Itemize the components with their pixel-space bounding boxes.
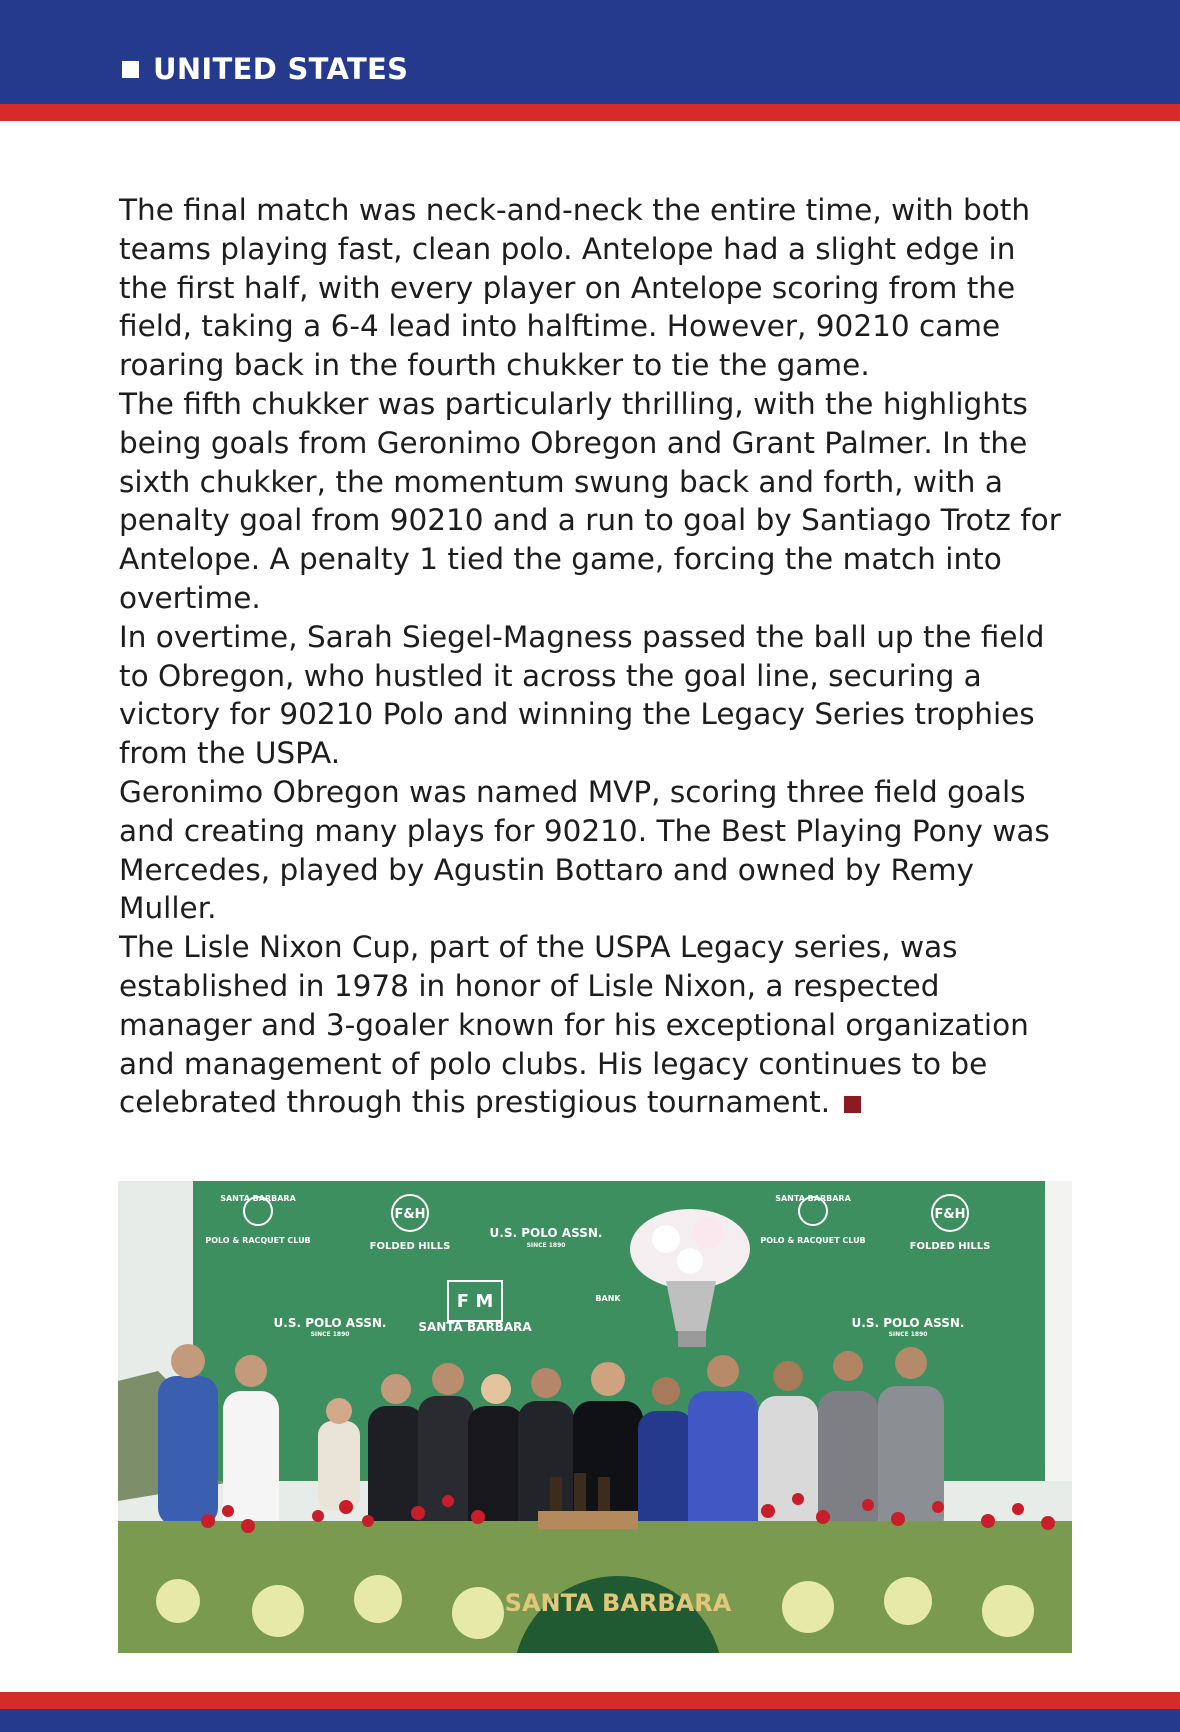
backdrop-logo-text: SINCE 1890 [526, 1242, 566, 1249]
section-label-text: UNITED STATES [153, 52, 409, 86]
backdrop-logo-text: U.S. POLO ASSN. [489, 1226, 603, 1240]
club-sign-text: SANTA BARBARA [504, 1589, 732, 1617]
backdrop-logo-text: POLO & RACQUET CLUB [205, 1236, 311, 1245]
backdrop-logo-text: SANTA BARBARA [220, 1194, 296, 1203]
article-paragraph: The fifth chukker was particularly thrilling, with the highlights being goals from Geronimo Obregon and Grant Palmer. In the sixth chukker, the momentum swung back and forth, with a penalty goal from 90210 and a run to goal by Santiago Trotz for Antelope. A penalty 1 tied the game, forcing the match into overtime. [119, 386, 1061, 615]
section-label [122, 50, 408, 88]
article-paragraph-text: The Lisle Nixon Cup, part of the USPA Legacy series, was established in 1978 in honor of Lisle Nixon, a respected manager and 3-goaler known for his exceptional organization and management of polo clubs. His legacy continues to be celebrated through this prestigious tournament. [119, 930, 1029, 1120]
celebration-photo [118, 1181, 1072, 1653]
backdrop-logo-text: SINCE 1890 [310, 1331, 350, 1338]
article-paragraph: In overtime, Sarah Siegel-Magness passed the ball up the field to Obregon, who hustled it across the goal line, securing a victory for 90210 Polo and winning the Legacy Series trophies from the USPA. [119, 619, 1045, 771]
header-red-stripe [0, 104, 1180, 121]
article-paragraph [119, 928, 1069, 1122]
footer-band [0, 1709, 1180, 1732]
svg-text:F&H: F&H [394, 1207, 426, 1222]
article-body [119, 191, 1069, 1122]
article-paragraph: Geronimo Obregon was named MVP, scoring three field goals and creating many plays for 90210. The Best Playing Pony was Mercedes, played by Agustin Bottaro and owned by Remy Muller. [119, 774, 1050, 926]
backdrop-logo-text: U.S. POLO ASSN. [851, 1316, 965, 1330]
backdrop-logo-text: POLO & RACQUET CLUB [760, 1236, 866, 1245]
svg-text:F&H: F&H [934, 1207, 966, 1222]
backdrop-logo-text: SANTA BARBARA [418, 1320, 532, 1334]
backdrop-logo-text: BANK [595, 1294, 621, 1303]
square-bullet-icon [122, 61, 139, 78]
end-of-article-icon [844, 1096, 861, 1113]
article-paragraph: The final match was neck-and-neck the entire time, with both teams playing fast, clean polo. Antelope had a slight edge in the first half, with every player on Antelope scoring from the field, taking a 6-4 lead into halftime. However, 90210 came roaring back in the fourth chukker to tie the game. [119, 193, 1031, 383]
backdrop-logo-text: SANTA BARBARA [775, 1194, 851, 1203]
backdrop-logo-text: SINCE 1890 [888, 1331, 928, 1338]
backdrop-logo-text: U.S. POLO ASSN. [273, 1316, 387, 1330]
svg-text:F M: F M [456, 1291, 494, 1312]
backdrop-logo-text: FOLDED HILLS [909, 1241, 991, 1252]
footer-red-stripe [0, 1692, 1180, 1709]
backdrop-logo-text: FOLDED HILLS [369, 1241, 451, 1252]
